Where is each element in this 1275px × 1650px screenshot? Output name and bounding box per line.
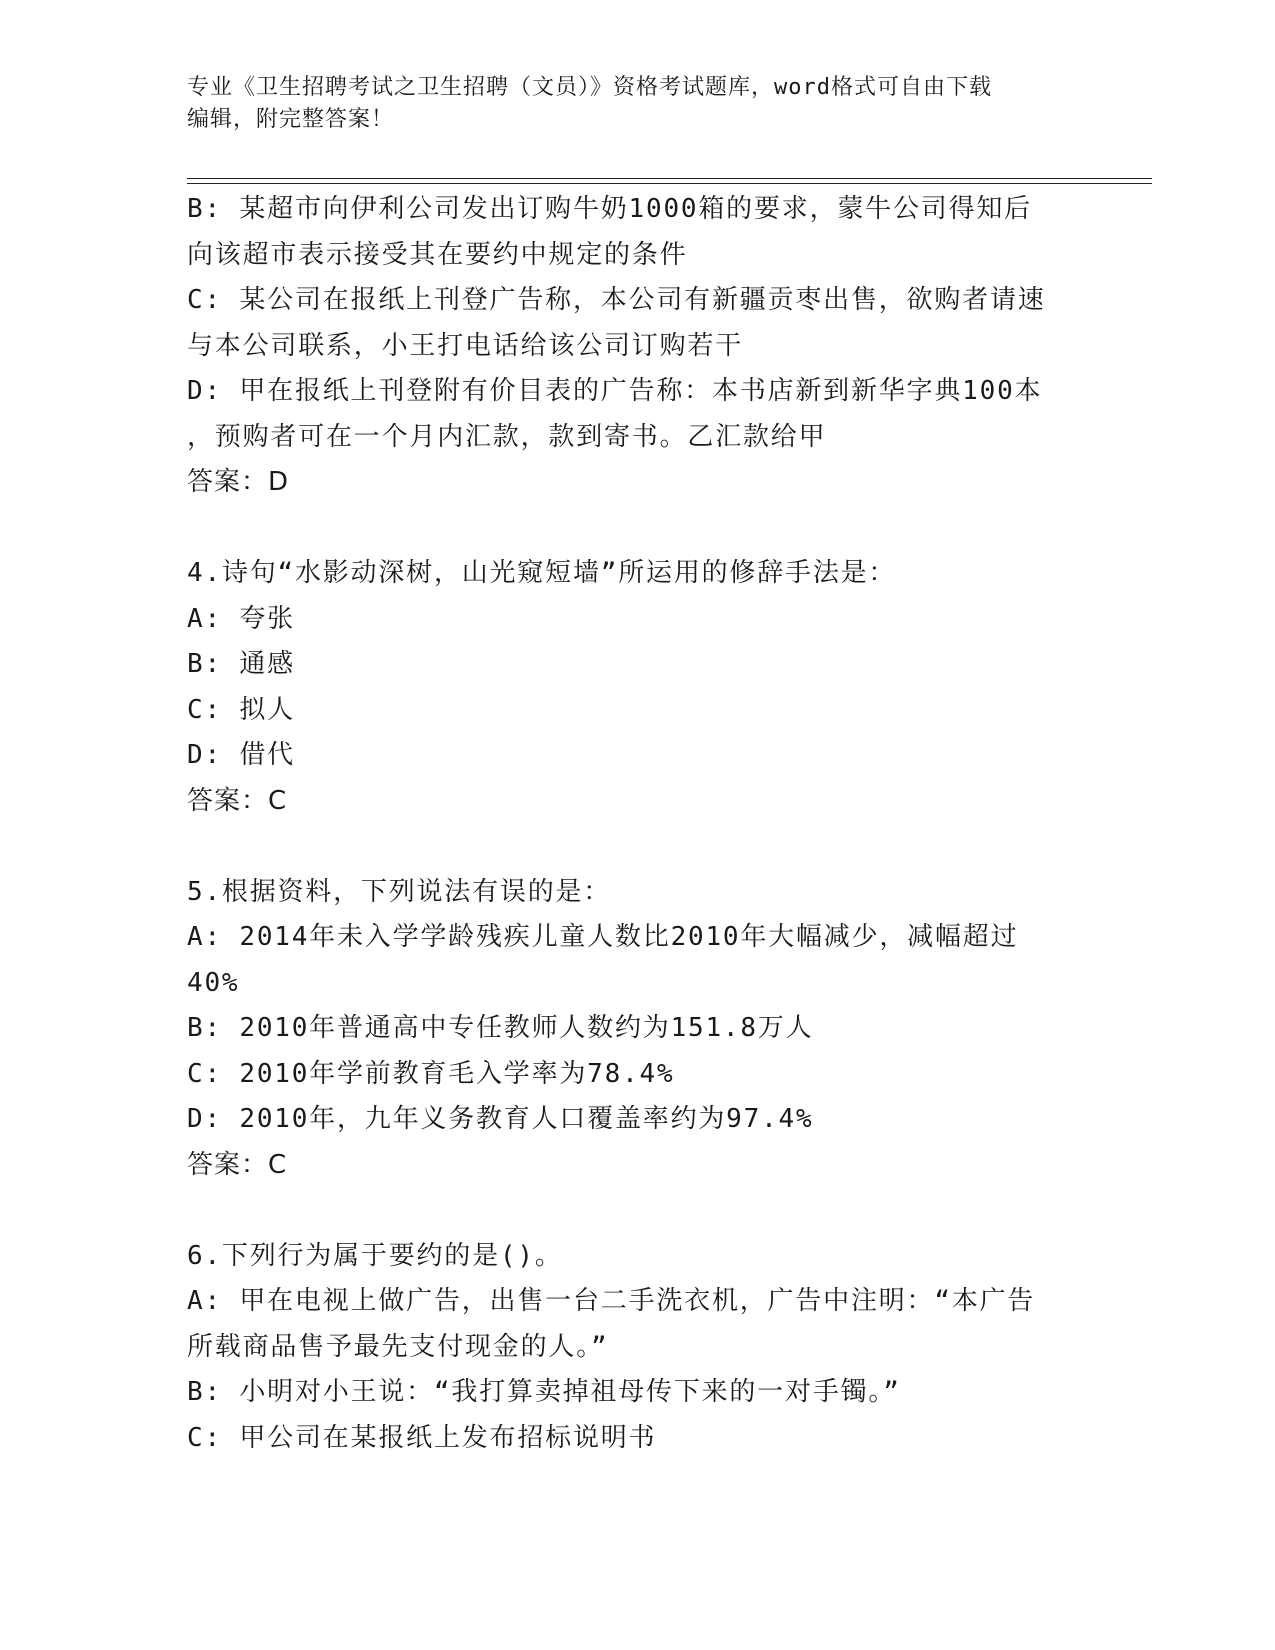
header-divider-top — [187, 178, 1152, 179]
option-c-line-1: C: 某公司在报纸上刊登广告称，本公司有新疆贡枣出售，欲购者请速 — [187, 285, 1046, 315]
option-d: D: 2010年，九年义务教育人口覆盖率约为97.4% — [187, 1104, 814, 1134]
option-c-line-2: 与本公司联系，小王打电话给该公司订购若干 — [187, 330, 744, 361]
option-a-line-1: A: 甲在电视上做广告，出售一台二手洗衣机，广告中注明：“本广告 — [187, 1286, 1036, 1316]
option-d: D: 借代 — [187, 740, 295, 770]
option-b-line-1: B: 某超市向伊利公司发出订购牛奶1000箱的要求，蒙牛公司得知后 — [187, 194, 1032, 224]
option-b: B: 2010年普通高中专任教师人数约为151.8万人 — [187, 1013, 814, 1043]
option-d-line-2: ，预购者可在一个月内汇款，款到寄书。乙汇款给甲 — [187, 421, 827, 452]
question-spacer — [187, 824, 1087, 870]
option-a-line-2: 所载商品售予最先支付现金的人。” — [187, 1331, 609, 1362]
option-c: C: 2010年学前教育毛入学率为78.4% — [187, 1058, 675, 1089]
question-4 — [187, 551, 1087, 824]
option-a: A: 夸张 — [187, 603, 295, 634]
document-header — [187, 72, 1087, 136]
answer-line: 答案：C — [187, 785, 288, 816]
question-spacer — [187, 1188, 1087, 1234]
question-6 — [187, 1234, 1087, 1462]
question-text: 6.下列行为属于要约的是()。 — [187, 1240, 563, 1271]
option-c: C: 甲公司在某报纸上发布招标说明书 — [187, 1422, 657, 1453]
question-text: 4.诗句“水影动深树，山光窥短墙”所运用的修辞手法是： — [187, 558, 897, 588]
header-line-2: 编辑，附完整答案！ — [187, 107, 395, 132]
question-spacer — [187, 506, 1087, 552]
header-divider-bottom — [187, 183, 1152, 184]
header-line-1: 专业《卫生招聘考试之卫生招聘（文员）》资格考试题库，word格式可自由下载 — [187, 75, 992, 100]
option-a-line-2: 40% — [187, 967, 240, 998]
option-b: B: 小明对小王说：“我打算卖掉祖母传下来的一对手镯。” — [187, 1377, 901, 1407]
option-c: C: 拟人 — [187, 694, 295, 725]
option-d-line-1: D: 甲在报纸上刊登附有价目表的广告称：本书店新到新华字典100本 — [187, 376, 1043, 406]
question-3-continued — [187, 187, 1087, 506]
question-text: 5.根据资料，下列说法有误的是： — [187, 876, 612, 907]
answer-line: 答案：D — [187, 467, 290, 497]
question-5 — [187, 870, 1087, 1189]
question-list — [187, 187, 1087, 1461]
option-a-line-1: A: 2014年未入学学龄残疾儿童人数比2010年大幅减少，减幅超过 — [187, 922, 1019, 952]
answer-line: 答案：C — [187, 1149, 288, 1180]
option-b: B: 通感 — [187, 649, 295, 679]
option-b-line-2: 向该超市表示接受其在要约中规定的条件 — [187, 239, 688, 270]
